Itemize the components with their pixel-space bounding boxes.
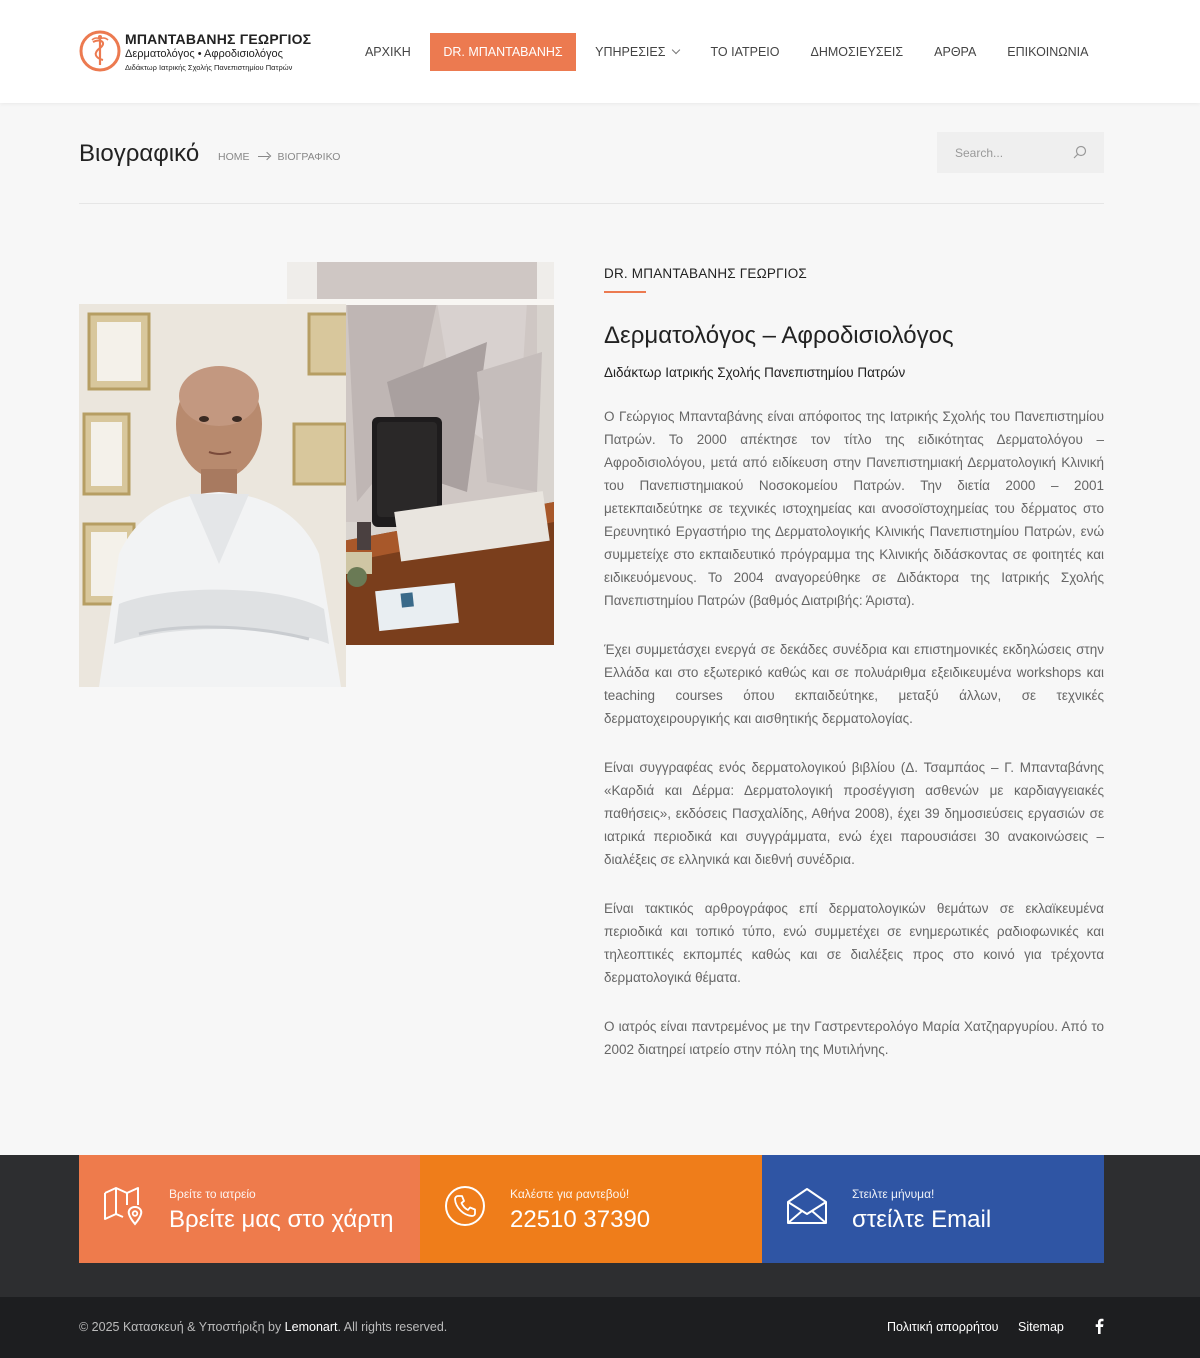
doctor-photo: [79, 304, 346, 687]
nav-label: ΑΡΧΙΚΗ: [364, 45, 411, 59]
copyright: [79, 1320, 447, 1334]
lemonart-link[interactable]: Lemonart: [284, 1320, 338, 1334]
bio-paragraph: Έχει συμμετάσχει ενεργά σε δεκάδες συνέδρια και επιστημονικές εκδηλώσεις στην Ελλάδα και στο εξωτερικό καθώς και σε πολυάριθμα εξειδικευμένα workshops και teaching courses όπου εκπαιδεύτηκε, μεταξύ άλλων, σε τεχνικές δερματοχειρουργικής και αισθητικής δερματολογίας.: [604, 642, 1104, 726]
bio-paragraph: Ο Γεώργιος Μπανταβάνης είναι απόφοιτος της Ιατρικής Σχολής του Πανεπιστημίου Πατρών. Το 2000 απέκτησε τον τίτλο της ειδικότητας Δερματολόγου – Αφροδισιολόγου, μετά από ειδίκευση στην Πανεπιστημιακή Δερματολογική Κλινική του Πανεπιστημιακού Νοσοκομείου Πατρών. Την διετία 2000 – 2001 μετεκπαιδεύτηκε σε τεχνικές ιστοχημείας και ανοσοϊστοχημείας του δέρματος στο Ερευνητικό Εργαστήριο της Δερματολογικής Κλινικής Πανεπιστημίου Πατρών, ενώ συμμετείχε στο εκπαιδευτικό πρόγραμμα της Κλινικής διδάσκοντας σε φοιτητές και ειδικευόμενους. Το 2004 αναγορεύθηκε σε Διδάκτορα της Ιατρικής Σχολής Πανεπιστημίου Πατρών (βαθμός Διατριβής: Άριστα).: [604, 409, 1104, 608]
nav-item-publications[interactable]: [795, 33, 919, 71]
doctor-portrait-illustration: [79, 304, 346, 687]
cta-band: [0, 1155, 1200, 1297]
bio-subheading: Διδάκτωρ Ιατρικής Σχολής Πανεπιστημίου Πατρών: [604, 365, 906, 380]
send-email-button[interactable]: [762, 1155, 1104, 1263]
bio-paragraph: Ο ιατρός είναι παντρεμένος με την Γαστρεντερολόγο Μαρία Χατζηαργυρίου. Από το 2002 διατηρεί ιατρείο στην πόλη της Μυτιλήνης.: [604, 1019, 1104, 1057]
cta-map-small: Βρείτε το ιατρείο: [169, 1187, 256, 1201]
breadcrumb-current: ΒΙΟΓΡΑΦΙΚΟ: [277, 151, 341, 163]
site-header: [0, 0, 1200, 103]
phone-icon: [444, 1185, 486, 1227]
nav-item-articles[interactable]: [919, 33, 992, 71]
site-logo[interactable]: [79, 29, 312, 75]
cta-mail-small: Στειλτε μήνυμα!: [852, 1187, 935, 1201]
nav-item-home[interactable]: [349, 33, 426, 71]
nav-label: ΑΡΘΡΑ: [934, 45, 977, 59]
page-title: Βιογραφικό: [79, 140, 200, 167]
bio-paragraph: Είναι τακτικός αρθρογράφος επί δερματολογικών θεμάτων σε εκλαϊκευμένα περιοδικά και τοπικό τύπο, ενώ συμμετέχει σε ενημερωτικές ραδιοφωνικές και τηλεοπτικές εκπομπές καθώς και σε διαλέξεις προς στο κοινό για τρέχοντα δερματολογικά θέματα.: [604, 901, 1104, 985]
main-nav: [349, 33, 1104, 71]
call-appointment-button[interactable]: [420, 1155, 762, 1263]
bio-paragraph: Είναι συγγραφέας ενός δερματολογικού βιβλίου (Δ. Τσαμπάος – Γ. Μπανταβάνης «Καρδιά και Δέρμα: Δερματολογική προσέγγιση ασθενών με καρδιαγγειακές παθήσεις», εκδόσεις Πασχαλίδης, Αθήνα 2008), έχει 39 δημοσιεύσεις εργασιών σε ιατρικά περιοδικά και συγγράμματα, ενώ έχει παρουσιάσει 30 ανακοινώσεις – διαλέξεις σε ελληνικά και διεθνή συνέδρια.: [604, 760, 1104, 867]
nav-label: ΕΠΙΚΟΙΝΩΝΙΑ: [1007, 45, 1089, 59]
copyright-prefix: © 2025 Κατασκευή & Υποστήριξη by: [79, 1320, 285, 1334]
nav-item-services[interactable]: [580, 33, 695, 71]
arrow-right-icon: [258, 152, 270, 162]
copyright-suffix: . All rights reserved.: [337, 1320, 448, 1334]
logo-name: ΜΠΑΝΤΑΒΑΝΗΣ ΓΕΩΡΓΙΟΣ: [125, 31, 312, 47]
nav-label: ΔΗΜΟΣΙΕΥΣΕΙΣ: [810, 45, 904, 59]
bio-heading: Δερματολόγος – Αφροδισιολόγος: [604, 322, 954, 349]
nav-label: DR. ΜΠΑΝΤΑΒΑΝΗΣ: [443, 45, 563, 59]
cta-map-big: Βρείτε μας στο χάρτη: [169, 1206, 394, 1233]
breadcrumb: [218, 151, 340, 163]
chevron-down-icon: [672, 46, 680, 54]
search-input[interactable]: [937, 132, 1067, 173]
sitemap-link[interactable]: Sitemap: [1018, 1320, 1064, 1334]
search-box: [937, 132, 1104, 173]
envelope-icon: [786, 1185, 828, 1227]
logo-caduceus-icon: [79, 29, 121, 73]
bio-kicker: DR. ΜΠΑΝΤΑΒΑΝΗΣ ΓΕΩΡΓΙΟΣ: [604, 266, 807, 281]
logo-degree: Διδάκτωρ Ιατρικής Σχολής Πανεπιστημίου Πατρών: [125, 63, 293, 72]
map-pin-icon: [103, 1185, 145, 1227]
header-divider: [79, 203, 1104, 204]
breadcrumb-home-link[interactable]: HOME: [218, 151, 250, 163]
nav-item-dr-bantavanis[interactable]: [430, 33, 575, 71]
bio-body: [604, 405, 1104, 1087]
privacy-policy-link[interactable]: Πολιτική απορρήτου: [887, 1320, 999, 1334]
nav-label: ΥΠΗΡΕΣΙΕΣ: [595, 45, 666, 59]
kicker-underline: [604, 291, 646, 293]
nav-item-clinic[interactable]: [695, 33, 795, 71]
cta-call-small: Καλέστε για ραντεβού!: [510, 1187, 630, 1201]
site-footer: [0, 1297, 1200, 1358]
nav-label: ΤΟ ΙΑΤΡΕΙΟ: [710, 45, 780, 59]
cta-call-big: 22510 37390: [510, 1206, 651, 1233]
cta-mail-big: στείλτε Email: [852, 1206, 992, 1233]
search-icon[interactable]: [1073, 145, 1087, 159]
logo-specialty: Δερματολόγος • Αφροδισιολόγος: [125, 48, 283, 60]
nav-item-contact[interactable]: [992, 33, 1104, 71]
facebook-icon[interactable]: [1093, 1318, 1105, 1334]
find-on-map-button[interactable]: [79, 1155, 420, 1263]
